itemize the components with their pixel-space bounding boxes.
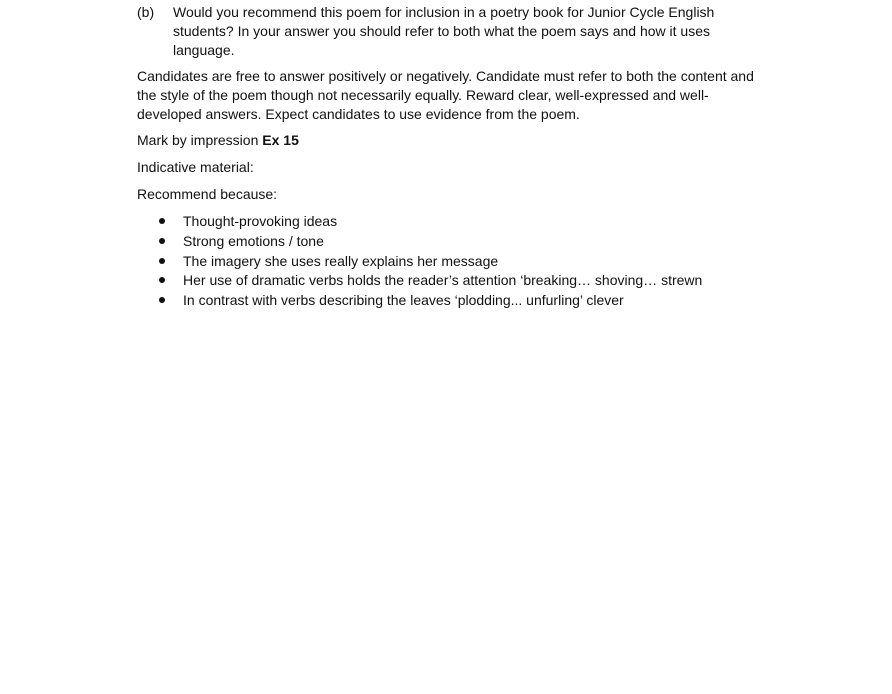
question-label: (b) xyxy=(137,4,155,20)
list-item xyxy=(137,212,757,232)
question-b xyxy=(137,3,757,60)
mark-line xyxy=(137,131,762,150)
list-item xyxy=(137,271,757,291)
mark-value: Ex 15 xyxy=(262,132,299,148)
recommend-reasons-list xyxy=(137,212,757,311)
bullet-icon xyxy=(159,238,165,244)
mark-prefix: Mark by impression xyxy=(137,132,263,148)
indicative-material-label: Indicative material: xyxy=(137,159,254,175)
list-item-text: Her use of dramatic verbs holds the reader’s attention ‘breaking… shoving… strewn xyxy=(183,272,703,289)
question-text: Would you recommend this poem for inclusion in a poetry book for Junior Cycle English students? In your answer you should refer to both what the poem says and how it uses language. xyxy=(173,4,715,58)
list-item-text: Thought-provoking ideas xyxy=(183,213,338,229)
bullet-icon xyxy=(159,258,165,264)
bullet-icon xyxy=(159,297,165,303)
list-item xyxy=(137,252,757,272)
list-item-text: In contrast with verbs describing the leaves ‘plodding... unfurling’ clever xyxy=(183,292,624,308)
bullet-icon xyxy=(159,277,165,283)
marking-guidance-paragraph: Candidates are free to answer positively or negatively. Candidate must refer to both the content and the style of the poem though not necessarily equally. Reward clear, well-expressed and well-developed answers. Expect candidates to use evidence from the poem. xyxy=(137,68,754,122)
bullet-icon xyxy=(159,218,165,224)
list-item xyxy=(137,291,757,311)
list-item-text: The imagery she uses really explains her message xyxy=(183,252,499,269)
list-item xyxy=(137,232,757,252)
recommend-because-label: Recommend because: xyxy=(137,186,278,202)
list-item-text: Strong emotions / tone xyxy=(183,232,324,249)
